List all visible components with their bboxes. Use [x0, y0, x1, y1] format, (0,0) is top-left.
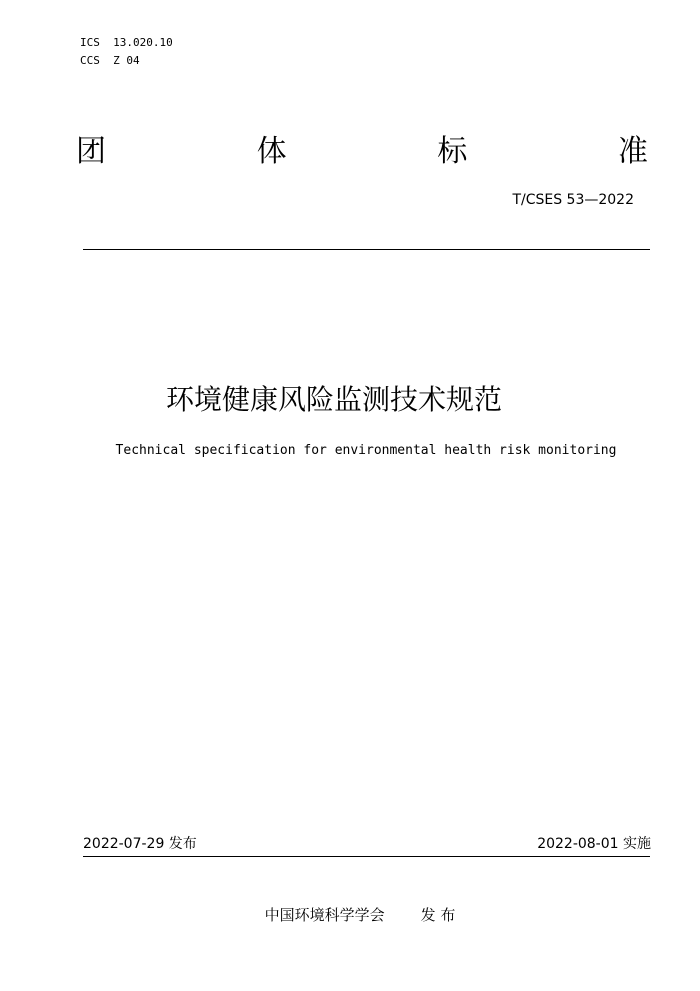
ccs-code: CCS Z 04	[80, 54, 140, 67]
heading-char-2: 体	[256, 134, 287, 169]
standard-type-heading	[76, 132, 648, 172]
publisher-action: 发 布	[420, 906, 456, 924]
date-row	[83, 834, 651, 854]
document-title-english: Technical specification for environmental health risk monitoring	[115, 443, 617, 458]
heading-char-3: 标	[437, 134, 468, 169]
heading-char-4: 准	[617, 134, 648, 169]
publisher-organization: 中国环境科学学会	[264, 906, 385, 924]
standard-number: T/CSES 53—2022	[512, 192, 634, 208]
document-title-chinese: 环境健康风险监测技术规范	[165, 383, 502, 416]
issue-date: 2022-07-29 发布	[83, 836, 197, 852]
ics-code: ICS 13.020.10	[80, 36, 173, 49]
publisher-line	[10, 904, 700, 926]
top-divider	[83, 249, 650, 250]
classification-codes	[80, 34, 173, 70]
bottom-divider	[83, 856, 650, 857]
effective-date: 2022-08-01 实施	[537, 836, 651, 852]
heading-char-1: 团	[76, 134, 106, 169]
